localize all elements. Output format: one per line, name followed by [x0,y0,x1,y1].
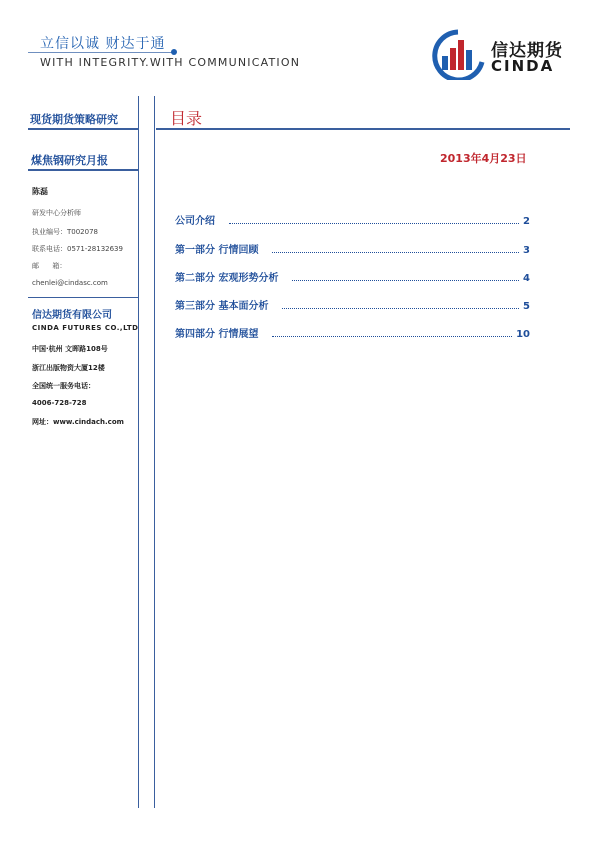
toc-entry-label: 第四部分 行情展望 [175,329,259,340]
author-phone: 联系电话：0571-28132639 [32,245,123,253]
toc-entry-page: 10 [516,329,530,340]
toc-leader [282,307,519,309]
sidebar-divider [138,96,139,808]
report-type: 煤焦钢研究月报 [31,154,108,167]
report-date: 2013年4月23日 [440,152,527,165]
company-address-2: 浙江出版物资大厦12楼 [32,364,105,372]
toc-entry[interactable] [175,269,530,283]
report-category: 现货期货策略研究 [30,113,118,126]
sidebar-rule [28,128,138,130]
author-email-label: 邮 箱： [32,262,67,270]
slogan-english: WITH INTEGRITY.WITH COMMUNICATION [40,56,301,69]
toc-entry[interactable] [175,241,530,255]
sidebar-rule [28,297,138,298]
toc-leader [229,222,519,224]
author-email[interactable]: chenlei@cindasc.com [32,279,108,287]
toc-leader [292,279,519,281]
toc-entry-label: 第三部分 基本面分析 [175,301,269,312]
toc-entry-label: 第二部分 宏观形势分析 [175,273,279,284]
content-divider [154,96,155,808]
author-dept: 研发中心分析师 [32,209,81,217]
slogan: 立信以诚 财达于通 [40,36,166,52]
cinda-logo-icon [428,28,490,80]
sidebar-rule [28,169,138,171]
toc-entry[interactable] [175,325,530,339]
toc-entry-page: 4 [523,273,530,284]
page-title: 目录 [170,109,203,128]
toc-entry[interactable] [175,212,530,226]
author-license: 执业编号：T002078 [32,228,98,236]
toc-entry-label: 公司介绍 [175,216,215,227]
toc-entry[interactable] [175,297,530,311]
toc-entry-page: 3 [523,245,530,256]
company-website[interactable]: 网址：www.cindach.com [32,418,124,426]
company-name-en: CINDA FUTURES CO.,LTD [32,324,139,332]
slogan-dot [171,49,177,55]
logo-text-cn: 信达期货 [491,41,563,61]
title-rule [156,128,570,130]
logo-text-en: CINDA [491,57,555,75]
toc-entry-page: 5 [523,301,530,312]
hotline-number: 4006-728-728 [32,399,87,407]
author-name: 陈磊 [32,187,48,196]
toc-leader [272,335,512,337]
toc-entry-page: 2 [523,216,530,227]
toc-entry-label: 第一部分 行情回顾 [175,245,259,256]
company-name-cn: 信达期货有限公司 [32,310,112,321]
toc-leader [272,251,519,253]
hotline-label: 全国统一服务电话： [32,382,95,390]
company-address-1: 中国·杭州 文晖路108号 [32,345,108,353]
slogan-underline [28,52,176,53]
